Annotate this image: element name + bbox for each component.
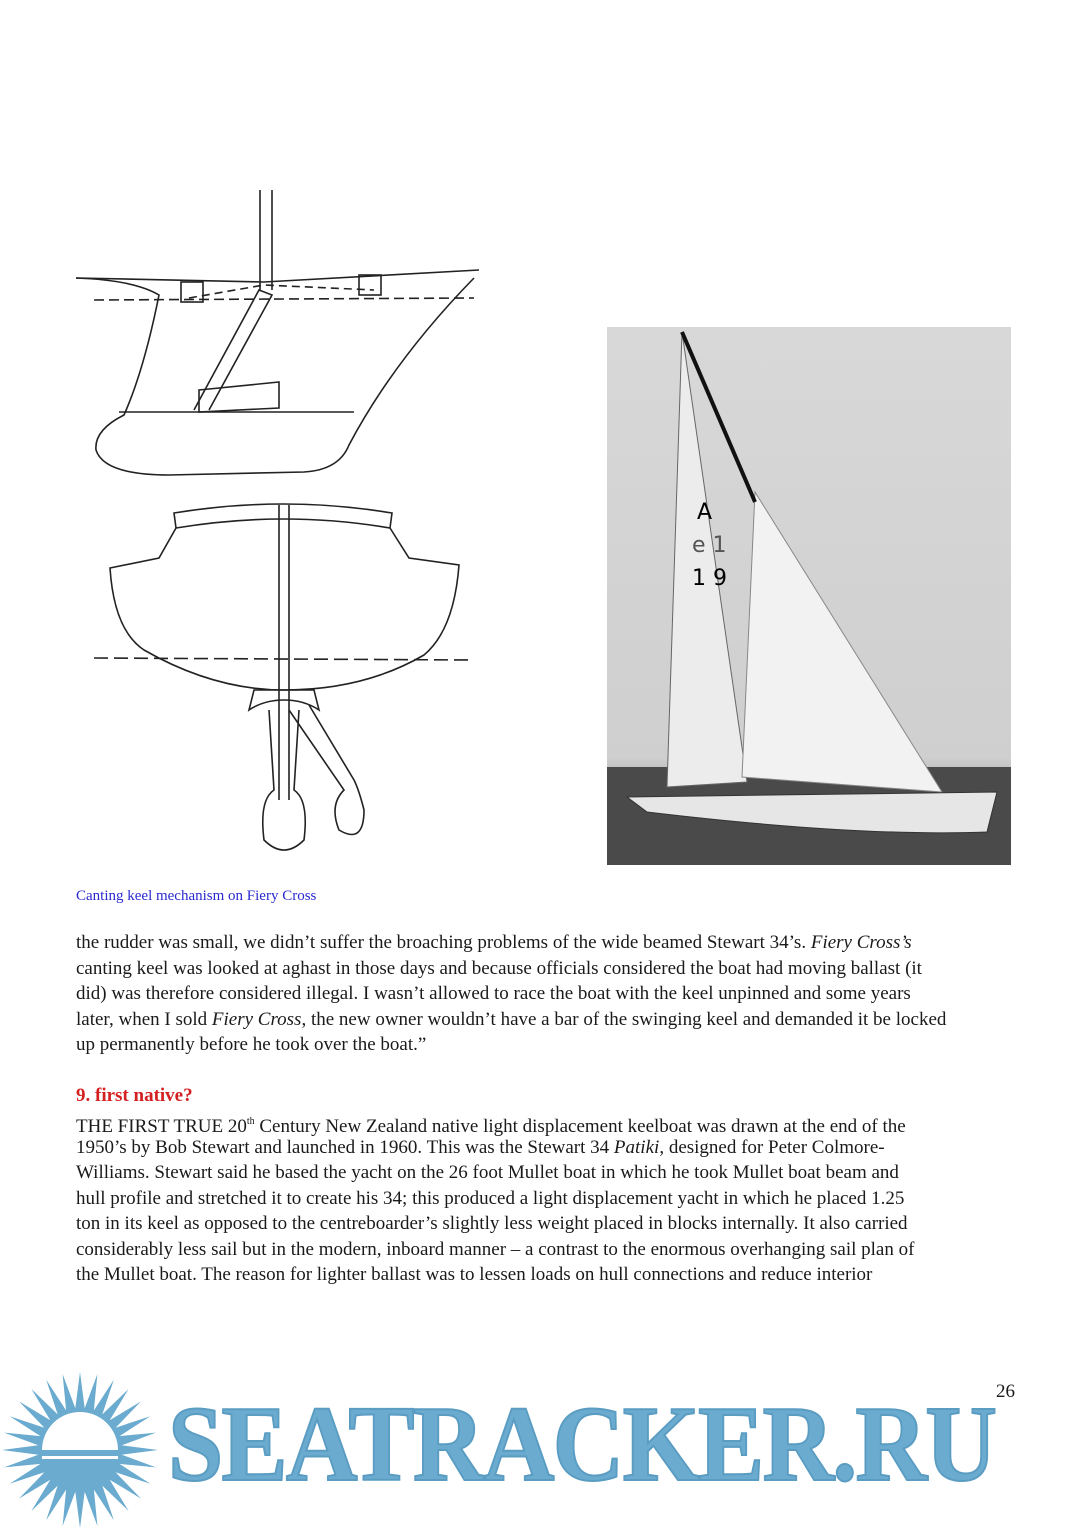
sail-number: 1 9 [692, 566, 727, 591]
text-line [76, 958, 922, 980]
sail-number: e 1 [692, 533, 727, 558]
text-run: up permanently before he took over the boat.” [76, 1034, 427, 1055]
text-line [76, 1264, 872, 1286]
text-line [76, 1188, 904, 1210]
text-line [76, 1239, 914, 1261]
text-line [76, 1034, 426, 1056]
text-line [76, 1137, 885, 1159]
text-run: canting keel was looked at aghast in those days and because officials considered the boat had moving ballast (it [76, 957, 922, 979]
text-line [76, 932, 912, 954]
text-run: , designed for Peter Colmore- [659, 1136, 885, 1158]
text-run: the Mullet boat. The reason for lighter ballast was to lessen loads on hull connections and reduce interior [76, 1264, 873, 1285]
text-run: considerably less sail but in the modern, inboard manner – a contrast to the enormous overhanging sail plan of [76, 1238, 915, 1260]
italic-text: Fiery Cross’s [810, 932, 912, 953]
text-run: hull profile and stretched it to create his 34; this produced a light displacement yacht in which he placed 1.25 [76, 1187, 905, 1209]
text-run: , the new owner wouldn’t have a bar of the swinging keel and demanded it be locked [301, 1008, 947, 1030]
page-number: 26 [996, 1381, 1015, 1402]
italic-text: Patiki [613, 1136, 660, 1158]
text-run: later, when I sold [76, 1008, 212, 1030]
text-line [76, 1009, 946, 1031]
text-run: the rudder was small, we didn’t suffer the broaching problems of the wide beamed Stewart 34’s. [76, 932, 811, 953]
text-run: ton in its keel as opposed to the centreboarder’s slightly less weight placed in blocks internally. It also carried [76, 1213, 908, 1234]
figure-caption: Canting keel mechanism on Fiery Cross [76, 888, 317, 904]
text-line [76, 1111, 906, 1138]
watermark-text: SEATRACKER.RU [168, 1385, 996, 1504]
superscript: th [246, 1116, 255, 1127]
text-run: THE FIRST TRUE 20 [76, 1116, 247, 1137]
sailing-yacht-photo [607, 327, 1011, 865]
text-run: Century New Zealand native light displacement keelboat was drawn at the end of the [254, 1116, 906, 1137]
text-run: Williams. Stewart said he based the yacht on the 26 foot Mullet boat in which he took Mullet boat beam and [76, 1162, 899, 1183]
sail-number: A [697, 500, 713, 525]
text-line [76, 1213, 908, 1235]
sun-icon [0, 1372, 160, 1528]
canting-keel-drawing [74, 190, 484, 860]
text-line [76, 1162, 899, 1184]
section-heading: 9. first native? [76, 1085, 193, 1106]
text-run: did) was therefore considered illegal. I wasn’t allowed to race the boat with the keel unpinned and some years [76, 983, 911, 1004]
text-run: 1950’s by Bob Stewart and launched in 1960. This was the Stewart 34 [76, 1136, 614, 1158]
text-line [76, 983, 911, 1005]
italic-text: Fiery Cross [211, 1008, 302, 1030]
